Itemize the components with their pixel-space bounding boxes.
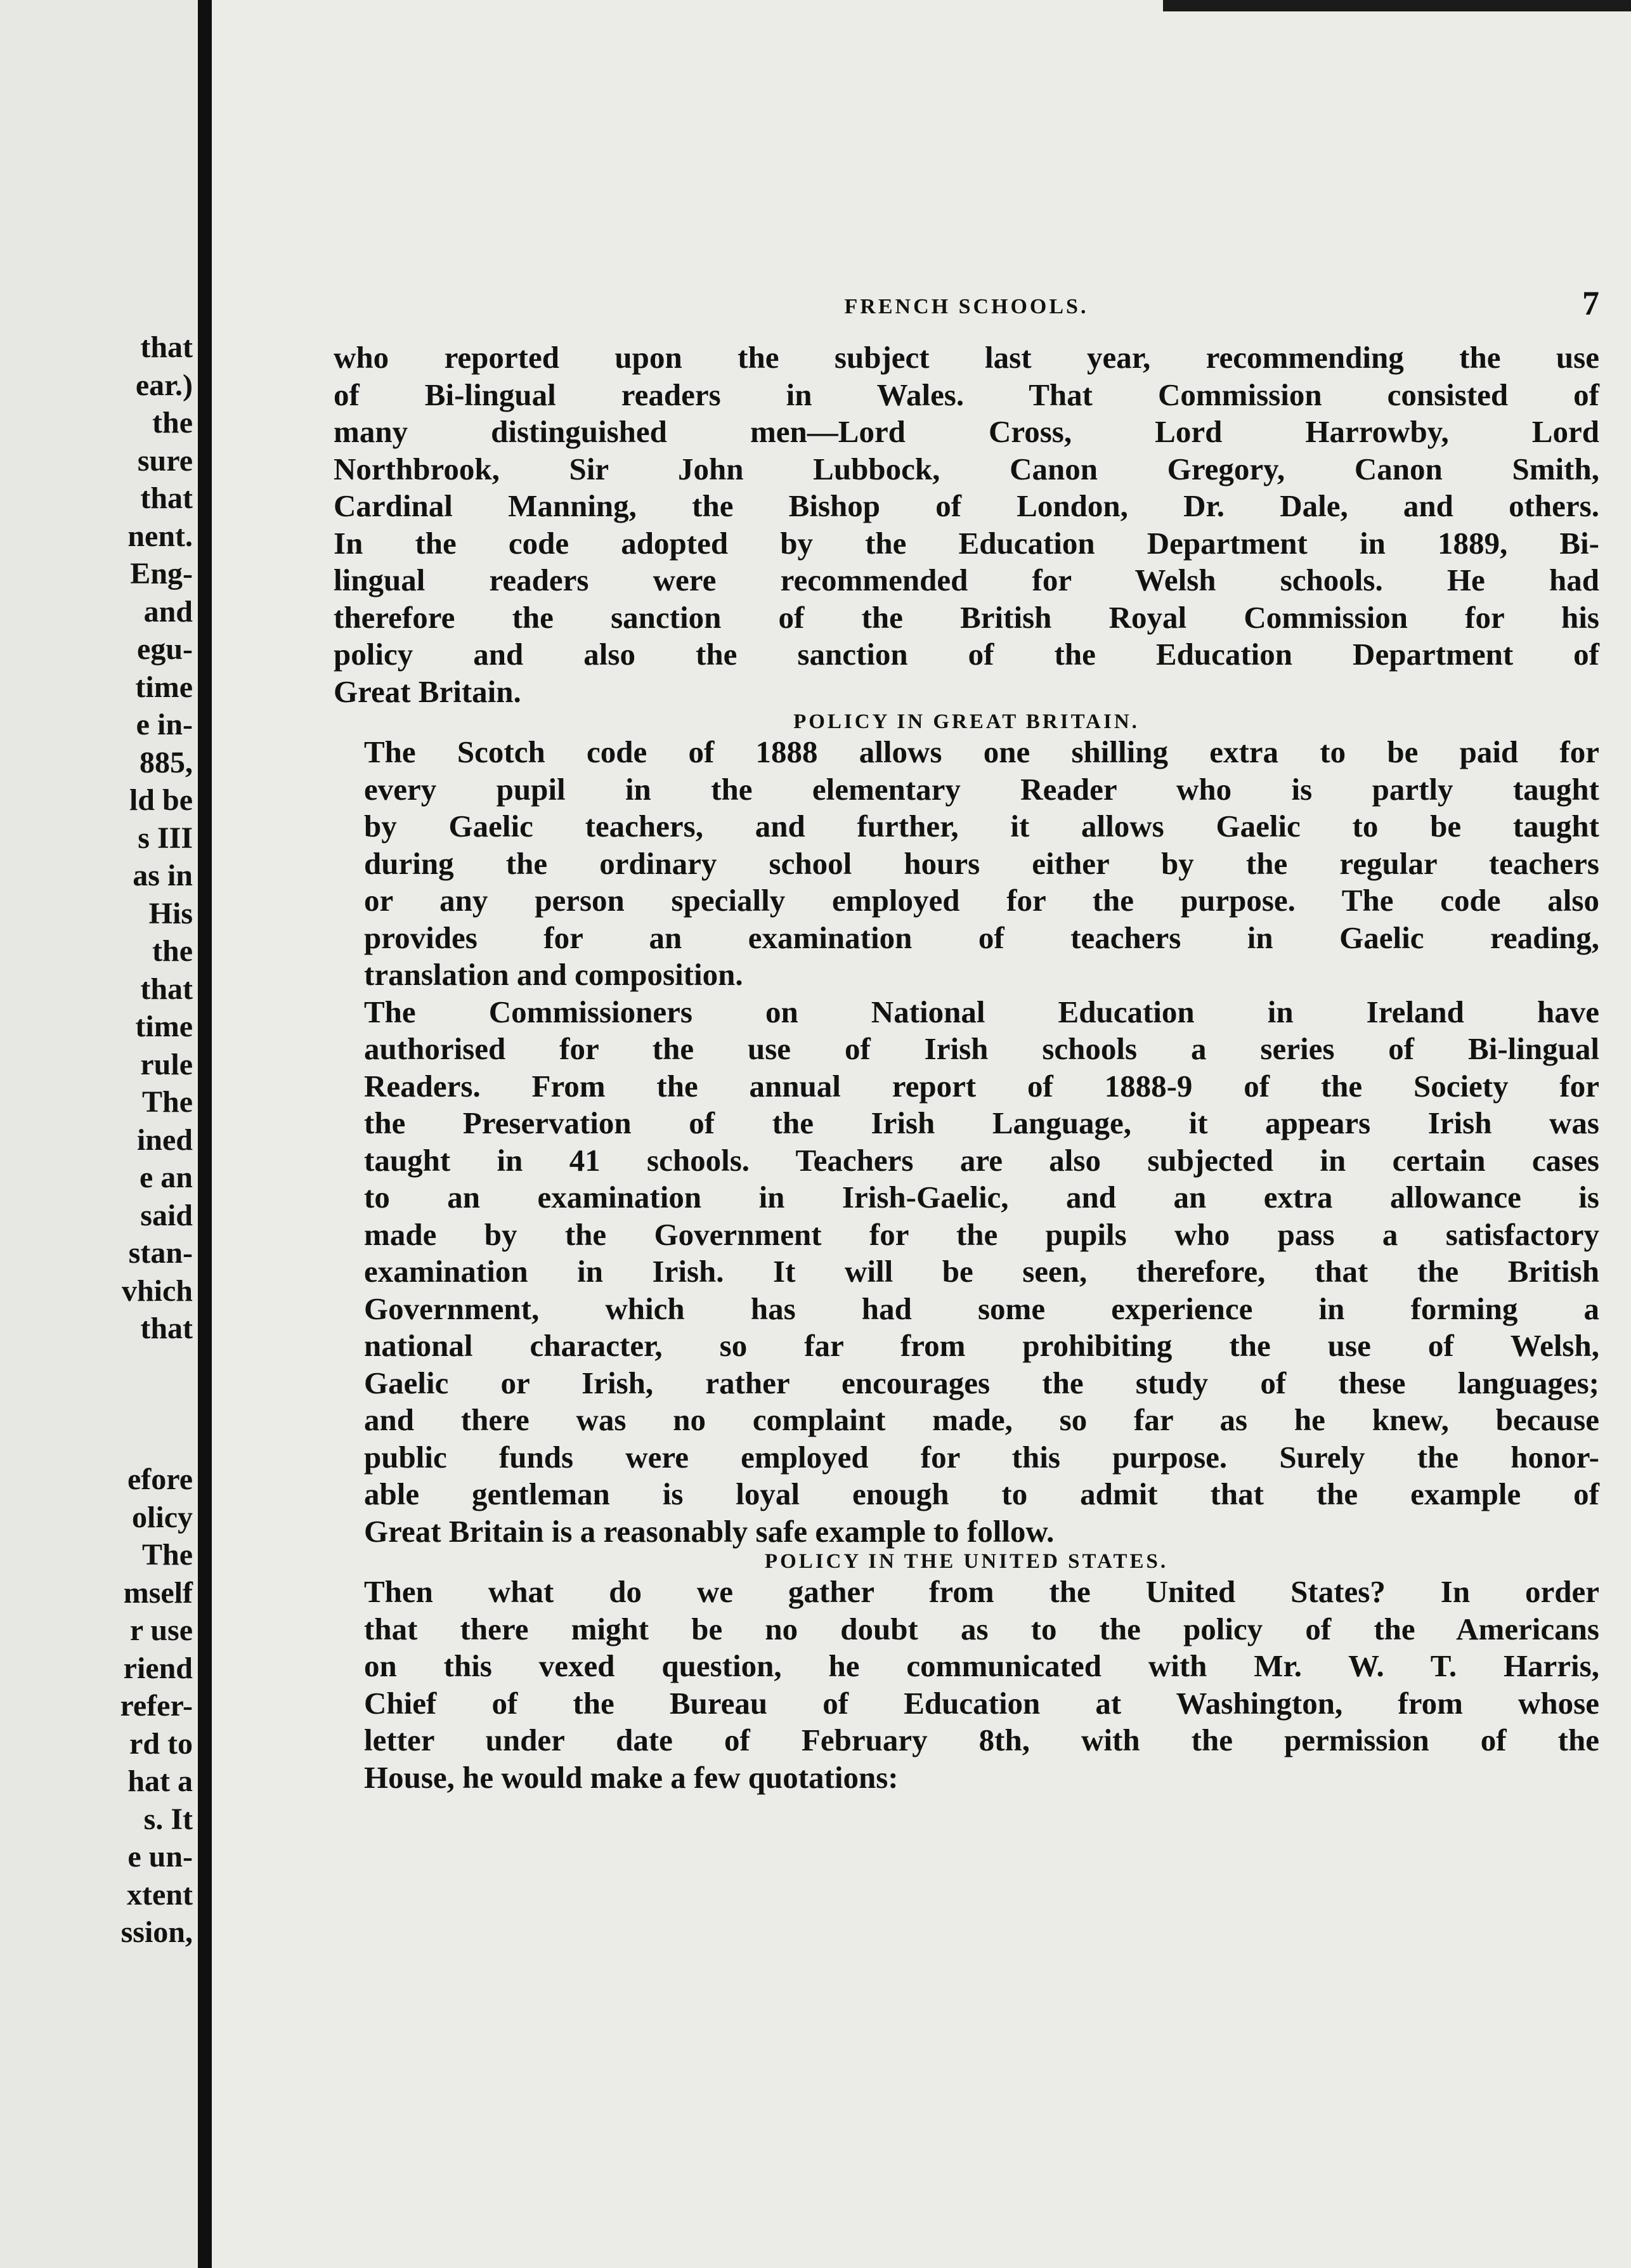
left-fragment: ld be [129,783,193,817]
text-line: authorised for the use of Irish schools a series of Bi-lingual [364,1031,1599,1066]
left-fragment: 885, [140,745,193,779]
text-line: examination in Irish. It will be seen, therefore, that the British [364,1254,1599,1289]
left-fragment: e an [140,1161,193,1194]
paragraph-scotch-code [334,734,1599,994]
left-fragment: xtent [127,1877,193,1912]
text-line: public funds were employed for this purpose. Surely the honor- [364,1439,1599,1475]
scan-top-edge-shadow [1163,0,1631,11]
text-line: Great Britain. [334,674,521,709]
text-line: Government, which has had some experience in forming a [364,1291,1599,1326]
left-fragment: rd to [129,1726,193,1761]
page-number: 7 [1582,284,1599,322]
text-line: and there was no complaint made, so far as he knew, because [364,1402,1599,1437]
running-title: FRENCH SCHOOLS. [844,295,1089,318]
left-fragment: hat a [127,1764,193,1798]
left-fragment: Eng- [130,557,193,590]
left-fragment: rule [140,1047,193,1081]
text-line: letter under date of February 8th, with the permission of the [364,1723,1599,1757]
text-line: Readers. From the annual report of 1888-9 of the Society for [364,1068,1599,1104]
text-line: House, he would make a few quotations: [364,1759,899,1795]
left-fragment: said [140,1198,193,1232]
left-fragment: ear.) [135,368,193,402]
text-line: every pupil in the elementary Reader who is partly taught [364,771,1599,807]
left-fragment: ined [136,1123,193,1157]
left-fragment: sure [137,443,193,478]
left-fragment: vhich [121,1274,193,1308]
text-line: therefore the sanction of the British Royal Commission for his [334,599,1599,635]
section-heading-united-states: POLICY IN THE UNITED STATES. [764,1550,1169,1573]
text-line: Northbrook, Sir John Lubbock, Canon Gregory, Canon Smith, [334,451,1599,486]
right-page [212,0,1631,2268]
left-fragment: and [143,594,193,629]
left-fragment: s. It [143,1802,193,1836]
left-fragment: stan- [128,1236,193,1270]
left-fragment: nent. [127,519,193,553]
paragraph-united-states [334,1574,1599,1796]
left-fragment: that [140,972,193,1006]
text-line: lingual readers were recommended for Welsh schools. He had [334,563,1599,597]
left-fragment: s III [138,821,193,855]
left-page-line-fragments [120,329,193,1952]
text-line: made by the Government for the pupils who pass a satisfactory [364,1216,1599,1252]
text-line: of Bi-lingual readers in Wales. That Commission consisted of [334,377,1599,412]
text-line: or any person specially employed for the purpose. The code also [364,883,1599,918]
page-text-block [334,284,1599,1796]
left-fragment: riend [123,1651,193,1685]
text-line: Then what do we gather from the United States? In order [364,1574,1599,1609]
left-fragment: that [140,481,193,515]
left-fragment: as in [133,859,193,892]
left-fragment: ssion, [120,1915,193,1949]
text-line: who reported upon the subject last year, recommending the use [334,340,1599,375]
left-fragment: r use [129,1613,193,1647]
text-line: on this vexed question, he communicated with Mr. W. T. Harris, [364,1648,1599,1683]
left-fragment: e in- [136,708,193,741]
text-line: policy and also the sanction of the Education Department of [334,637,1599,672]
left-fragment [120,1348,193,1386]
text-line: during the ordinary school hours either by the regular teachers [364,845,1599,881]
text-line: many distinguished men—Lord Cross, Lord Harrowby, Lord [334,414,1599,449]
left-fragment: olicy [132,1500,193,1534]
text-line: In the code adopted by the Education Department in 1889, Bi- [334,525,1599,561]
text-line: by Gaelic teachers, and further, it allows Gaelic to be taught [364,809,1599,844]
text-line: Cardinal Manning, the Bishop of London, Dr. Dale, and others. [334,488,1599,523]
text-line: The Scotch code of 1888 allows one shilling extra to be paid for [364,734,1599,769]
paragraph-irish-readers [334,994,1599,1551]
text-line: Gaelic or Irish, rather encourages the study of these languages; [364,1365,1599,1400]
left-fragment: the [152,934,193,968]
left-fragment: The [141,1085,193,1119]
left-fragment [120,1423,193,1461]
text-line: provides for an examination of teachers in Gaelic reading, [364,920,1599,955]
left-fragment: that [140,1312,193,1345]
text-line: that there might be no doubt as to the policy of the Americans [364,1611,1599,1646]
left-fragment: e un- [127,1840,193,1874]
left-fragment: the [152,406,193,440]
left-fragment: efore [127,1463,193,1496]
text-line: the Preservation of the Irish Language, it appears Irish was [364,1105,1599,1140]
text-line: able gentleman is loyal enough to admit that the example of [364,1476,1599,1511]
text-line: translation and composition. [364,957,743,992]
text-line: Great Britain is a reasonably safe example to follow. [364,1513,1055,1549]
left-fragment: refer- [120,1689,193,1723]
text-line: taught in 41 schools. Teachers are also subjected in certain cases [364,1142,1599,1178]
text-line: national character, so far from prohibiting the use of Welsh, [364,1328,1599,1363]
running-head [334,284,1599,339]
left-fragment [120,1385,193,1423]
left-fragment: time [135,1010,193,1043]
text-line: The Commissioners on National Education in Ireland have [364,994,1599,1029]
paragraph-commission [334,339,1599,710]
section-heading-great-britain: POLICY IN GREAT BRITAIN. [793,710,1140,733]
left-facing-page [0,0,198,2268]
left-fragment: mself [123,1575,193,1610]
left-fragment: His [148,896,193,930]
book-gutter [198,0,212,2268]
left-fragment: The [141,1538,193,1572]
text-line: to an examination in Irish-Gaelic, and an extra allowance is [364,1180,1599,1215]
text-line: Chief of the Bureau of Education at Washington, from whose [364,1685,1599,1721]
left-fragment: that [140,330,193,364]
left-fragment: time [135,670,193,704]
left-fragment: egu- [137,632,193,666]
